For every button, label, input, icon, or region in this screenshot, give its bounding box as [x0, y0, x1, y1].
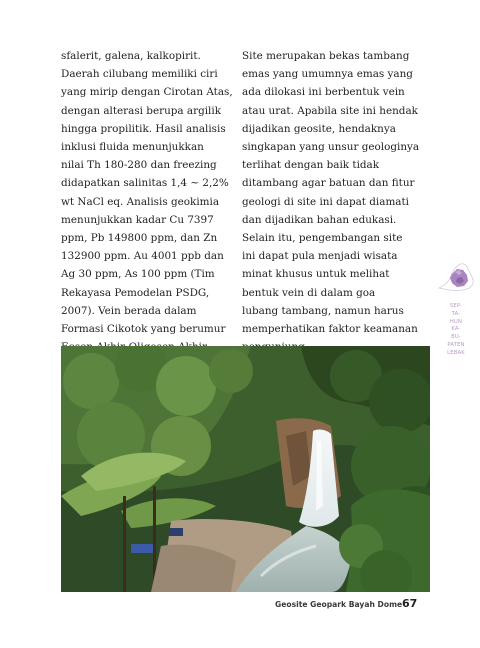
text-line: lubang tambang, namun harus [242, 304, 404, 317]
text-line: 132900 ppm. Au 4001 ppb dan [61, 250, 224, 263]
waterfall-photo [61, 346, 430, 592]
side-tab-line: PATEN [447, 341, 465, 348]
text-line: inklusi fluida menunjukkan [61, 141, 204, 154]
text-line: nilai Th 180-280 dan freezing [61, 159, 217, 172]
text-line: ditambang agar batuan dan fitur [242, 177, 415, 190]
text-line: hingga propilitik. Hasil analisis [61, 122, 226, 135]
text-line: dijadikan geosite, hendaknya [242, 122, 396, 135]
text-line: geologi di site ini dapat diamati [242, 195, 410, 208]
text-line: minat khusus untuk melihat [242, 268, 390, 281]
text-line: terlihat dengan baik tidak [242, 159, 380, 172]
text-line: atau urat. Apabila site ini hendak [242, 104, 418, 117]
footer-title: Geosite Geopark Bayah Dome [275, 600, 403, 609]
text-line: yang mirip dengan Cirotan Atas, [61, 86, 233, 99]
text-line: memperhatikan faktor keamanan [242, 323, 418, 336]
text-line: bentuk vein di dalam goa [242, 286, 376, 299]
page-number: 67 [402, 597, 418, 610]
text-line: dan dijadikan bahan edukasi. [242, 213, 397, 226]
side-tab-label [440, 303, 472, 358]
text-line: didapatkan salinitas 1,4 ~ 2,2% [61, 177, 229, 190]
text-line: Formasi Cikotok yang berumur [61, 323, 226, 336]
text-line: wt NaCl eq. Analisis geokimia [61, 195, 220, 208]
text-line: emas yang umumnya emas yang [242, 68, 413, 81]
text-line: Rekayasa Pemodelan PSDG, [61, 286, 210, 299]
text-line: 2007). Vein berada dalam [61, 304, 197, 317]
text-line: sfalerit, galena, kalkopirit. [61, 50, 201, 62]
side-tab-line: HUN [449, 318, 463, 325]
text-line: ppm, Pb 149800 ppm, dan Zn [61, 232, 218, 245]
text-line: Ag 30 ppm, As 100 ppm (Tim [61, 268, 215, 281]
text-line: dengan alterasi berupa argilik [61, 104, 221, 117]
text-line: Selain itu, pengembangan site [242, 232, 403, 245]
side-tab-line: SEP- [449, 303, 463, 309]
right-text-column [242, 47, 420, 356]
side-tab-line: BU- [451, 334, 461, 341]
text-line: Site merupakan bekas tambang [242, 50, 410, 62]
text-line: Daerah cilubang memiliki ciri [61, 68, 218, 81]
text-line: menunjukkan kadar Cu 7397 [61, 213, 214, 226]
text-line: ini dapat pula menjadi wisata [242, 250, 398, 263]
side-tab-line: KA- [451, 326, 461, 333]
left-text-column [61, 47, 231, 393]
text-line: singkapan yang unsur geologinya [242, 141, 420, 154]
side-tab-line: TA- [451, 310, 461, 317]
map-emblem-icon [437, 258, 475, 298]
text-line: ada dilokasi ini berbentuk vein [242, 86, 405, 99]
side-tab-line: LEBAK [447, 349, 465, 356]
